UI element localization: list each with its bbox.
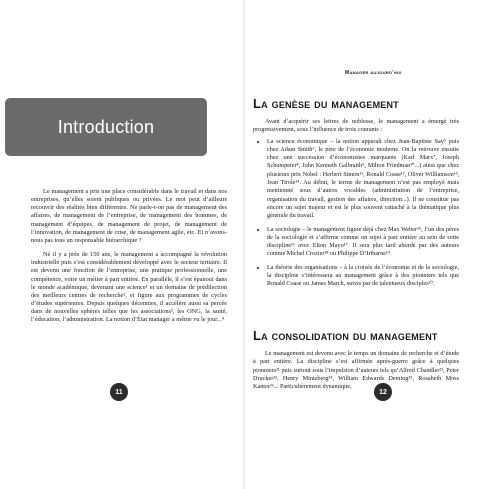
consolidation-body <box>253 350 459 391</box>
page-number-left: 11 <box>110 383 128 401</box>
intro-paragraph-1: Le management a pris une place considérable dans le travail et dans nos entreprises, qu’elles soient publiques ou privées. Le mot peut d’ailleurs recouvrir des réalités bien différentes. Ne parle-t-on pas de management des affaires, de management de l’entreprise, de management des hommes, de management d’équipes, de management de projet, de management de l’innovation, de management de crise, de management agile, etc. Et n’avons-nous pas tous un responsable hiérarchique ? <box>31 188 227 244</box>
genese-body <box>253 118 459 294</box>
section-title-consolidation: La consolidation du management <box>253 328 438 343</box>
section-title-genese: La genèse du management <box>253 96 399 111</box>
list-item: • La théorie des organisations – à la croisée de l’économie et de la sociologie, la discipline s’intéressera au management grâce à des pionniers tels que Ronald Coase ou James March, suivis par de talentueux disciples²⁰. <box>267 264 459 289</box>
running-head: Manager aujourd’hui <box>345 70 402 76</box>
introduction-title: Introduction <box>57 116 155 137</box>
courants-list <box>253 138 459 289</box>
list-item: • La sociologie – le management figure déjà chez Max Weber¹⁵, l’un des pères de la sociologie et s’affirme comme un sujet à part entière au sein de cette discipline¹⁶ avec Elton Mayo¹⁷. Il sera plus tard abordé par des auteurs comme Michel Crozier¹⁸ ou Philippe D’Iribarne¹⁹. <box>267 226 459 259</box>
introduction-banner <box>5 98 207 156</box>
introduction-body <box>31 188 227 331</box>
page-number-right: 12 <box>374 383 392 401</box>
genese-intro: Avant d’acquérir ses lettres de noblesse, le management a émergé très progressivement, sous l’influence de trois courants : <box>253 118 459 134</box>
intro-paragraph-2: Né il y a près de 150 ans, le management a accompagné la révolution industrielle puis s’est considérablement développé avec le secteur tertiaire. Il est devenu une fonction de l’entreprise, une pratique professionnelle, une compétence, voire un métier à part entière. En parallèle, il s’est épanoui dans le monde académique, devenant une science¹ et un domaine de prédilection des meilleurs centres de recherche², et figure aux programmes de cycles d’études supérieures. Depuis quelques décennies, il accélère aussi sa percée dans de nouvelles sphères telles que les associations³, les ONG, la santé, l’éducation, l’administration. La notion d’État manager a même vu le jour...⁴ <box>31 251 227 324</box>
list-item: • La science économique – la notion apparaît chez Jean-Baptiste Say⁵ puis chez Adam Smith⁶, le père de l’économie moderne. On la retrouve ensuite chez une succession d’économistes marquants (Karl Marx⁷, Joseph Schumpeter⁸, John Kenneth Galbraith⁹, Milton Friedman¹⁰...) ainsi que chez plusieurs prix Nobel : Herbert Simon¹¹, Ronald Coase¹², Oliver Williamson¹³, Jean Tirole¹⁴. Au début, le terme de management n’est pas employé mais mentionné sous d’autres vocables (administration de l’entreprise, organisation du travail, gestion des affaires, direction...). Il ne constitue pas encore un sujet majeur et est le plus souvent rattaché à la thématique plus générale du travail. <box>267 138 459 221</box>
consolidation-paragraph: Le management est devenu avec le temps un domaine de recherche et d’étude à part entière. La discipline s’est affirmée après-guerre grâce à quelques pionniers²¹ puis surtout sous l’impulsion d’auteurs tels qu’Alfred Chandler²², Peter Drucker²³, Henry Mintzberg²⁴, William Edwards Deming²⁵, Rosabeth Moss Kanter²⁶... Particulièrement dynamique, <box>253 350 459 391</box>
